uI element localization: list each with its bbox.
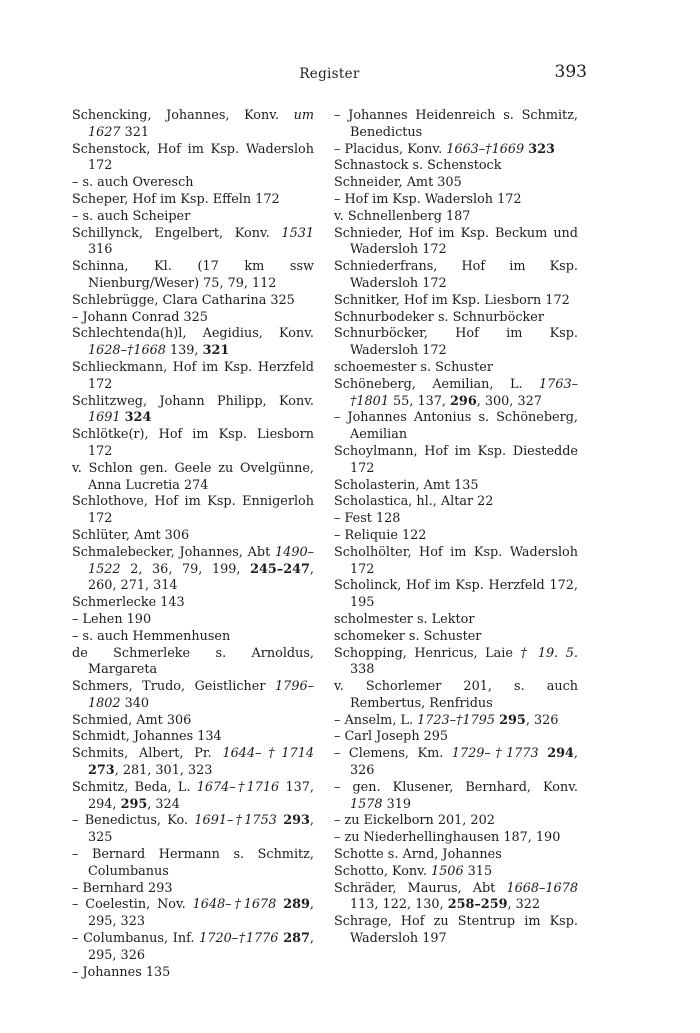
index-entry [334,478,578,495]
entry-text: 338 [350,662,375,678]
entry-main-page: 296 [450,393,477,409]
entry-date: 1628–†1668 [88,343,166,359]
entry-main-page: 321 [202,343,230,359]
index-entry [334,528,578,545]
index-entry [72,713,314,730]
entry-text: Schlebrügge, Clara Catharina 325 [72,292,295,308]
entry-text: Schmidt, Johannes 134 [72,729,222,745]
entry-text: – s. auch Overesch [72,175,194,191]
entry-text: – Clemens, Km. [334,746,452,762]
entry-main-page: 245–247 [250,561,310,577]
entry-date: 1674–†1716 [196,779,280,795]
index-entry [72,545,314,595]
entry-text: Schinna, Kl. (17 km ssw Nienburg/Weser) 75, 79, 112 [72,259,314,291]
index-entry [72,612,314,629]
entry-text: v. Schlon gen. Geele zu Ovelgünne, Anna Lucretia 274 [72,460,314,493]
entry-text: , 325 [88,813,314,846]
entry-text: 139, [165,343,203,359]
index-entry [334,780,578,814]
index-entry [334,310,578,327]
entry-main-page: 323 [528,141,555,157]
entry-text: Schmerlecke 143 [72,595,185,611]
index-entry [72,326,314,360]
entry-text: – Columbanus, Inf. [72,931,200,947]
entry-text: Schotte s. Arnd, Johannes [334,847,502,863]
entry-text: Schnurbodeker s. Schnurböcker [334,309,544,325]
entry-date: 1490–1522 [88,544,314,577]
entry-text: , 300, 327 [476,393,542,409]
entry-text: Schlothove, Hof im Ksp. Ennigerloh 172 [72,494,314,527]
index-entry [72,847,314,881]
index-entry [334,612,578,629]
index-entry [72,226,314,260]
entry-text: – Johannes Antonius s. Schöneberg, Aemilian [334,410,578,443]
entry-text: Schmitz, Beda, L. [72,779,197,795]
index-entry [334,377,578,411]
index-entry [334,679,578,713]
entry-text: Schopping, Henricus, Laie [334,645,521,661]
index-entry [72,427,314,461]
entry-text: schoemester s. Schuster [334,359,493,375]
index-entry [72,965,314,982]
entry-text: Schlitzweg, Johann Philipp, Konv. [72,393,314,409]
index-entry [72,394,314,428]
entry-text: Schlüter, Amt 306 [72,527,190,543]
page-number: 393 [554,62,587,82]
index-entry [334,545,578,579]
entry-main-page: 295 [120,796,148,812]
index-entry [72,209,314,226]
index-entry [334,713,578,730]
entry-date: 1763–†1801 [350,376,578,409]
entry-text: – Placidus, Konv. [334,141,447,157]
entry-text: Schenstock, Hof im Ksp. Wadersloh 172 [72,141,314,174]
index-entry [334,209,578,226]
entry-date: 1729–†1773 [451,746,539,762]
index-entry [334,914,578,948]
index-entry [334,864,578,881]
index-entry [72,192,314,209]
entry-text: 315 [463,863,493,879]
entry-text: Schnurböcker, Hof im Ksp. Wadersloh 172 [334,326,578,359]
left-index-column [72,108,314,981]
entry-text: de Schmerleke s. Arnoldus, Margareta [72,645,314,678]
entry-date: 1531 [281,225,314,241]
index-entry [72,142,314,176]
entry-text: Schencking, Johannes, Konv. [72,108,294,123]
entry-text: Scholhölter, Hof im Ksp. Wadersloh 172 [334,544,578,577]
entry-text: , 295, 323 [88,897,314,930]
entry-text: , 295, 326 [88,931,314,963]
entry-main-page: 289 [283,897,310,913]
entry-text: Schmits, Albert, Pr. [72,746,223,762]
entry-text: 113, 122, 130, [350,897,448,913]
index-entry [72,360,314,394]
index-entry [334,830,578,847]
entry-main-page: 324 [124,410,152,426]
index-entry [334,259,578,293]
entry-text: – zu Niederhellinghausen 187, 190 [334,830,561,846]
index-entry [334,629,578,646]
index-entry [334,410,578,444]
entry-main-page: 294 [547,746,574,762]
entry-text: – Coelestin, Nov. [72,897,193,913]
entry-date: 1668–1678 [506,880,578,896]
entry-text: schomeker s. Schuster [334,628,482,644]
entry-text: – Johannes Heidenreich s. Schmitz, Benedictus [334,108,578,140]
index-entry [334,813,578,830]
entry-text: Schräder, Maurus, Abt [334,880,507,896]
entry-text: , 260, 271, 314 [88,561,314,594]
entry-text: Schlechtenda(h)l, Aegidius, Konv. [72,326,314,342]
entry-text: Schnitker, Hof im Ksp. Liesborn 172 [334,292,570,308]
entry-date: 1648–†1678 [192,897,277,913]
index-entry [72,629,314,646]
index-entry [72,931,314,965]
entry-date: 1720–†1776 [199,931,279,947]
index-entry [72,310,314,327]
index-entry [72,780,314,814]
entry-date: † 19. 5. [520,645,578,661]
entry-text: – zu Eickelborn 201, 202 [334,813,495,829]
entry-text: 137, 294, [88,779,314,812]
entry-text: Schlötke(r), Hof im Ksp. Liesborn 172 [72,427,314,459]
entry-text: Schoylmann, Hof im Ksp. Diestedde 172 [334,443,578,476]
entry-text: – Reliquie 122 [334,527,427,543]
entry-text: – Hof im Ksp. Wadersloh 172 [334,191,522,207]
entry-text: 316 [88,242,113,258]
entry-text: , 322 [507,897,541,913]
entry-text: Schnieder, Hof im Ksp. Beckum und Wadersloh 172 [334,225,578,258]
index-entry [334,175,578,192]
entry-main-page: 293 [283,813,310,829]
index-entry [334,444,578,478]
entry-text: – gen. Klusener, Bernhard, Konv. [334,779,578,795]
entry-date: 1723–†1795 [417,712,496,728]
index-entry [72,175,314,192]
right-index-column [334,108,578,948]
entry-text: Scheper, Hof im Ksp. Effeln 172 [72,191,280,207]
index-entry [334,847,578,864]
entry-date: 1578 [350,796,383,812]
index-entry [72,881,314,898]
index-entry [72,729,314,746]
index-entry [72,595,314,612]
entry-text: Scholasterin, Amt 135 [334,477,479,493]
entry-text: Schneider, Amt 305 [334,175,462,191]
entry-text: Schillynck, Engelbert, Konv. [72,225,282,241]
index-entry [72,293,314,310]
entry-text: Schniederfrans, Hof im Ksp. Wadersloh 172 [334,259,578,291]
entry-text: – s. auch Hemmenhusen [72,628,231,644]
entry-text: 321 [120,124,150,140]
index-entry [72,897,314,931]
entry-text: , 326 [350,746,578,779]
index-entry [334,494,578,511]
index-entry [72,746,314,780]
entry-date: 1691 [88,410,121,426]
entry-text: – Johannes 135 [72,964,171,980]
index-entry [334,192,578,209]
index-entry [334,646,578,680]
entry-date: 1644–†1714 [222,746,314,762]
entry-main-page: 258–259 [447,897,508,913]
entry-text: v. Schnellenberg 187 [334,208,471,224]
index-entry [334,511,578,528]
index-entry [72,494,314,528]
entry-text: v. Schorlemer 201, s. auch Rembertus, Renfridus [334,679,578,711]
index-entry [72,461,314,495]
index-entry [334,578,578,612]
index-entry [334,746,578,780]
entry-text: – Johann Conrad 325 [72,309,208,325]
entry-text: – Carl Joseph 295 [334,729,449,745]
entry-text: Scholastica, hl., Altar 22 [334,494,494,510]
index-entry [334,326,578,360]
index-entry [334,881,578,915]
entry-date: 1691–†1753 [194,813,277,829]
index-entry [334,293,578,310]
index-entry [72,679,314,713]
index-entry [334,108,578,142]
index-entry [334,142,578,159]
entry-date: 1506 [431,863,464,879]
entry-text: Schmalebecker, Johannes, Abt [72,544,276,560]
index-entry [334,158,578,175]
entry-text: 2, 36, 79, 199, [120,561,251,577]
entry-text: – Bernhard 293 [72,880,173,896]
index-entry [334,360,578,377]
entry-text: , 281, 301, 323 [114,763,213,779]
page-header [72,62,587,90]
entry-text: scholmester s. Lektor [334,611,475,627]
entry-text: Schrage, Hof zu Stentrup im Ksp. Wadersloh 197 [334,914,578,947]
entry-text: – Anselm, L. [334,712,418,728]
entry-text: 340 [120,695,150,711]
index-entry [334,226,578,260]
index-entry [72,259,314,293]
index-entry [72,528,314,545]
entry-text [539,746,548,761]
entry-text: Schmied, Amt 306 [72,712,192,728]
entry-text: , 324 [147,796,180,812]
entry-text: Schmers, Trudo, Geistlicher [72,679,276,695]
index-entry [334,729,578,746]
entry-main-page: 273 [88,763,115,779]
entry-main-page: 295 [499,712,526,728]
entry-date: 1663–†1669 [446,141,525,157]
entry-text: – Bernard Hermann s. Schmitz, Columbanus [72,847,314,879]
entry-text: Schöneberg, Aemilian, L. [334,376,540,392]
entry-text: Schnastock s. Schenstock [334,158,502,174]
entry-text: – Fest 128 [334,511,401,527]
running-title: Register [299,66,360,82]
entry-text: 319 [382,796,412,812]
entry-text: Schotto, Konv. [334,863,432,879]
entry-text: 55, 137, [388,393,451,409]
index-entry [72,108,314,142]
entry-text: , 326 [525,712,559,728]
index-entry [72,646,314,680]
entry-main-page: 287 [283,931,310,947]
entry-text: – Lehen 190 [72,611,152,627]
entry-text: Scholinck, Hof im Ksp. Herzfeld 172, 195 [334,578,578,611]
entry-date: 1796–1802 [88,679,314,711]
index-entry [72,813,314,847]
entry-date: um 1627 [88,108,314,140]
entry-text: – Benedictus, Ko. [72,813,195,829]
entry-text: Schlieckmann, Hof im Ksp. Herzfeld 172 [72,359,314,392]
entry-text: – s. auch Scheiper [72,208,191,224]
